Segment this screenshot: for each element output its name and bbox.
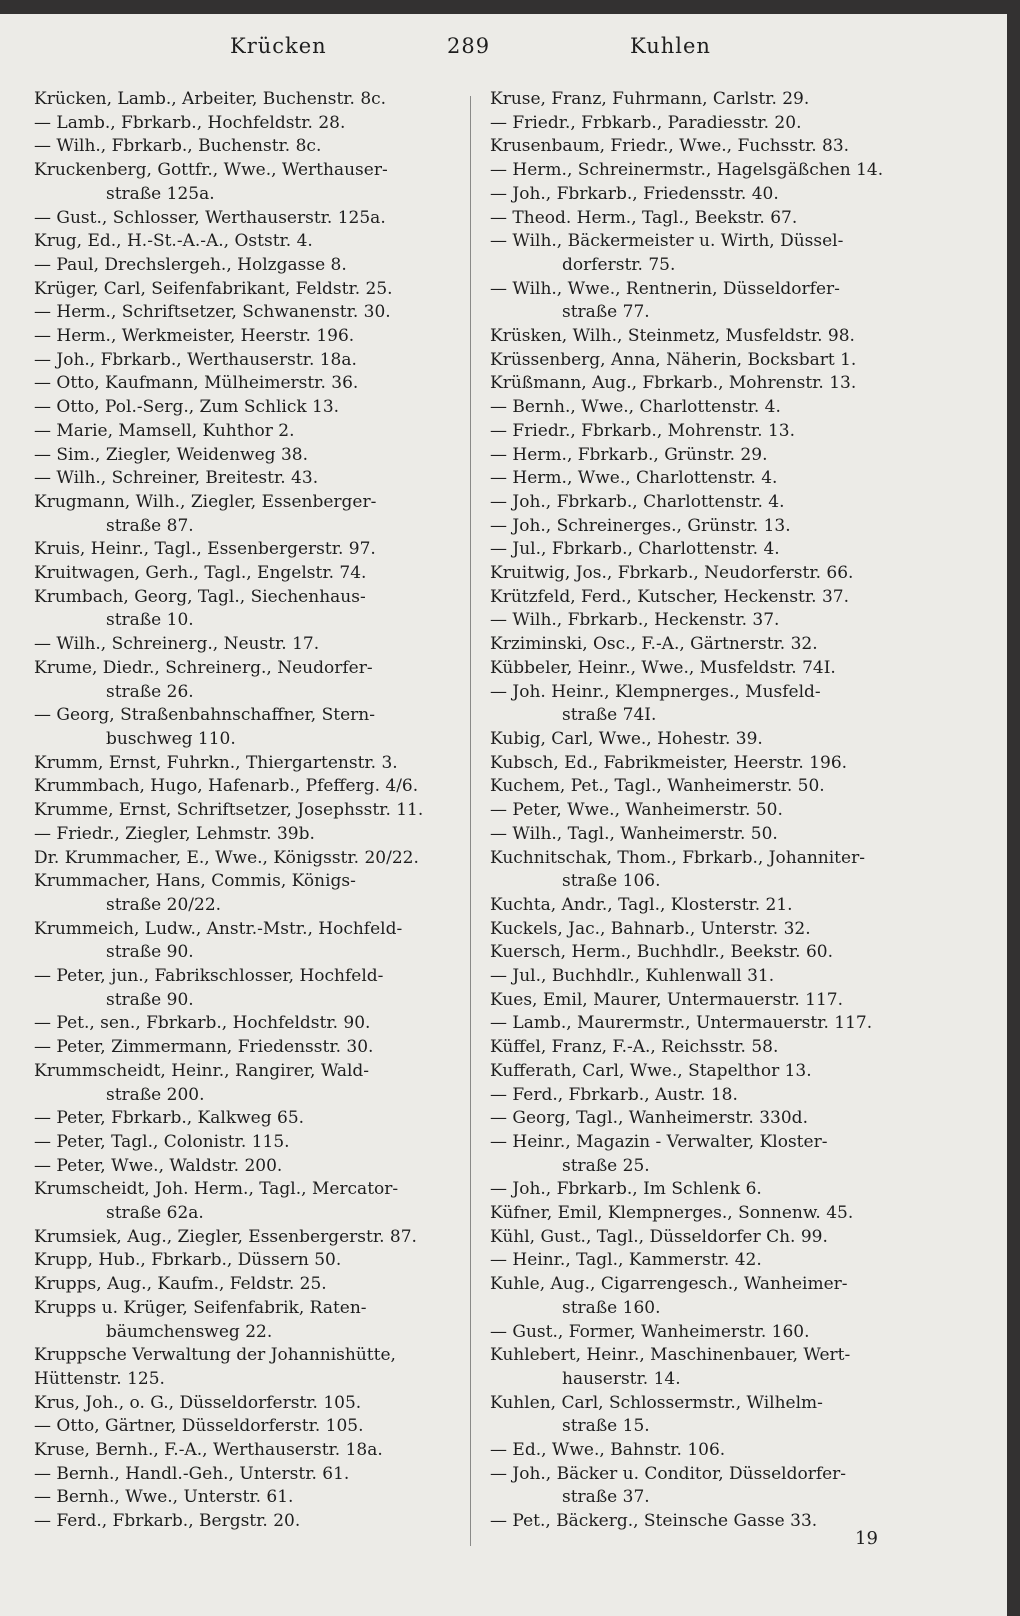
directory-line: — Joh., Fbrkarb., Im Schlenk 6. xyxy=(490,1179,762,1200)
directory-line: Kruis, Heinr., Tagl., Essenbergerstr. 97. xyxy=(34,539,376,560)
directory-line: — Otto, Kaufmann, Mülheimerstr. 36. xyxy=(34,373,359,394)
directory-line: — Friedr., Frbkarb., Paradiesstr. 20. xyxy=(490,112,802,133)
directory-line: Kuchnitschak, Thom., Fbrkarb., Johanniter- xyxy=(490,847,865,868)
directory-line: bäumchensweg 22. xyxy=(106,1321,273,1342)
directory-line: — Herm., Schreinermstr., Hagelsgäßchen 14. xyxy=(490,160,884,181)
directory-page xyxy=(0,14,1007,1616)
directory-line: — Sim., Ziegler, Weidenweg 38. xyxy=(34,444,308,465)
directory-line: straße 62a. xyxy=(106,1203,204,1224)
directory-line: straße 10. xyxy=(106,610,194,631)
page-header xyxy=(0,14,1007,76)
directory-line: — Jul., Fbrkarb., Charlottenstr. 4. xyxy=(490,539,780,560)
directory-line: Kruse, Bernh., F.-A., Werthauserstr. 18a. xyxy=(34,1440,383,1461)
directory-line: — Ed., Wwe., Bahnstr. 106. xyxy=(490,1440,726,1461)
directory-line: Krumme, Ernst, Schriftsetzer, Josephsstr. 11. xyxy=(34,800,424,821)
directory-line: — Herm., Schriftsetzer, Schwanenstr. 30. xyxy=(34,302,391,323)
directory-line: Krützfeld, Ferd., Kutscher, Heckenstr. 37. xyxy=(490,586,849,607)
directory-line: — Marie, Mamsell, Kuhthor 2. xyxy=(34,420,295,441)
directory-line: — Wilh., Schreinerg., Neustr. 17. xyxy=(34,634,320,655)
directory-line: Krziminski, Osc., F.-A., Gärtnerstr. 32. xyxy=(490,634,818,655)
directory-line: Krupp, Hub., Fbrkarb., Düssern 50. xyxy=(34,1250,342,1271)
directory-line: Krupps, Aug., Kaufm., Feldstr. 25. xyxy=(34,1274,327,1295)
directory-line: — Pet., sen., Fbrkarb., Hochfeldstr. 90. xyxy=(34,1013,371,1034)
page-number: 289 xyxy=(447,34,491,58)
directory-line: — Peter, Wwe., Waldstr. 200. xyxy=(34,1155,283,1176)
directory-line: Krüßmann, Aug., Fbrkarb., Mohrenstr. 13. xyxy=(490,373,857,394)
directory-line: Kuhle, Aug., Cigarrengesch., Wanheimer- xyxy=(490,1274,848,1295)
right-column xyxy=(490,88,950,1534)
directory-line: — Wilh., Fbrkarb., Buchenstr. 8c. xyxy=(34,136,322,157)
directory-line: Kruitwig, Jos., Fbrkarb., Neudorferstr. 66. xyxy=(490,563,854,584)
directory-line: Kuersch, Herm., Buchhdlr., Beekstr. 60. xyxy=(490,942,834,963)
directory-line: buschweg 110. xyxy=(106,728,236,749)
directory-line: — Friedr., Fbrkarb., Mohrenstr. 13. xyxy=(490,420,796,441)
directory-line: Krume, Diedr., Schreinerg., Neudorfer- xyxy=(34,657,373,678)
directory-line: — Lamb., Fbrkarb., Hochfeldstr. 28. xyxy=(34,112,346,133)
directory-line: — Gust., Former, Wanheimerstr. 160. xyxy=(490,1321,810,1342)
directory-line: — Joh., Fbrkarb., Friedensstr. 40. xyxy=(490,183,779,204)
directory-line: Krüsken, Wilh., Steinmetz, Musfeldstr. 98. xyxy=(490,326,855,347)
directory-line: Dr. Krummacher, E., Wwe., Königsstr. 20/22. xyxy=(34,847,419,868)
directory-line: — Herm., Werkmeister, Heerstr. 196. xyxy=(34,326,355,347)
directory-line: — Joh., Fbrkarb., Werthauserstr. 18a. xyxy=(34,349,357,370)
directory-line: — Herm., Fbrkarb., Grünstr. 29. xyxy=(490,444,768,465)
directory-line: Kuhlebert, Heinr., Maschinenbauer, Wert- xyxy=(490,1345,851,1366)
directory-line: Küffel, Franz, F.-A., Reichsstr. 58. xyxy=(490,1037,779,1058)
directory-line: — Otto, Gärtner, Düsseldorferstr. 105. xyxy=(34,1416,364,1437)
directory-line: Kühl, Gust., Tagl., Düsseldorfer Ch. 99. xyxy=(490,1226,828,1247)
directory-line: Kues, Emil, Maurer, Untermauerstr. 117. xyxy=(490,989,843,1010)
directory-line: — Pet., Bäckerg., Steinsche Gasse 33. xyxy=(490,1511,818,1532)
directory-line: straße 37. xyxy=(562,1487,650,1508)
directory-line: Kubsch, Ed., Fabrikmeister, Heerstr. 196. xyxy=(490,752,848,773)
directory-line: — Ferd., Fbrkarb., Austr. 18. xyxy=(490,1084,738,1105)
directory-line: Krummbach, Hugo, Hafenarb., Pfefferg. 4/6. xyxy=(34,776,419,797)
directory-line: — Paul, Drechslergeh., Holzgasse 8. xyxy=(34,254,347,275)
directory-line: Kübbeler, Heinr., Wwe., Musfeldstr. 74I. xyxy=(490,657,836,678)
directory-line: Krumsiek, Aug., Ziegler, Essenbergerstr. 87. xyxy=(34,1226,417,1247)
directory-line: — Friedr., Ziegler, Lehmstr. 39b. xyxy=(34,823,315,844)
directory-line: — Peter, jun., Fabrikschlosser, Hochfeld- xyxy=(34,966,384,987)
directory-line: — Wilh., Tagl., Wanheimerstr. 50. xyxy=(490,823,778,844)
directory-line: Kubig, Carl, Wwe., Hohestr. 39. xyxy=(490,728,763,749)
directory-line: straße 106. xyxy=(562,871,661,892)
directory-line: Krücken, Lamb., Arbeiter, Buchenstr. 8c. xyxy=(34,89,387,109)
directory-line: — Bernh., Handl.-Geh., Unterstr. 61. xyxy=(34,1463,350,1484)
directory-line: — Lamb., Maurermstr., Untermauerstr. 117. xyxy=(490,1013,873,1034)
directory-line: — Herm., Wwe., Charlottenstr. 4. xyxy=(490,468,778,489)
directory-line: straße 26. xyxy=(106,681,194,702)
directory-line: — Wilh., Fbrkarb., Heckenstr. 37. xyxy=(490,610,780,631)
directory-line: — Theod. Herm., Tagl., Beekstr. 67. xyxy=(490,207,798,228)
directory-line: straße 15. xyxy=(562,1416,650,1437)
directory-line: — Joh., Bäcker u. Conditor, Düsseldorfer- xyxy=(490,1463,847,1484)
directory-line: — Heinr., Magazin - Verwalter, Kloster- xyxy=(490,1131,828,1152)
directory-line: Kuchem, Pet., Tagl., Wanheimerstr. 50. xyxy=(490,776,825,797)
directory-line: straße 74I. xyxy=(562,705,657,726)
directory-line: straße 90. xyxy=(106,989,194,1010)
directory-line: Krumscheidt, Joh. Herm., Tagl., Mercator- xyxy=(34,1179,399,1200)
directory-line: Kuhlen, Carl, Schlossermstr., Wilhelm- xyxy=(490,1392,823,1413)
directory-line: — Peter, Zimmermann, Friedensstr. 30. xyxy=(34,1037,374,1058)
directory-line: — Georg, Tagl., Wanheimerstr. 330d. xyxy=(490,1108,808,1129)
directory-line: Krummscheidt, Heinr., Rangirer, Wald- xyxy=(34,1060,370,1081)
directory-line: hauserstr. 14. xyxy=(562,1368,681,1389)
directory-line: — Ferd., Fbrkarb., Bergstr. 20. xyxy=(34,1511,301,1532)
directory-line: dorferstr. 75. xyxy=(562,254,676,275)
sheet-signature: 19 xyxy=(855,1528,878,1549)
directory-line: Krüger, Carl, Seifenfabrikant, Feldstr. 25. xyxy=(34,278,393,299)
directory-line: straße 20/22. xyxy=(106,894,222,915)
directory-line: Krus, Joh., o. G., Düsseldorferstr. 105. xyxy=(34,1392,362,1413)
directory-line: Krüssenberg, Anna, Näherin, Bocksbart 1. xyxy=(490,349,857,370)
directory-line: — Bernh., Wwe., Unterstr. 61. xyxy=(34,1487,294,1508)
directory-line: Kruse, Franz, Fuhrmann, Carlstr. 29. xyxy=(490,89,810,109)
directory-line: — Peter, Fbrkarb., Kalkweg 65. xyxy=(34,1108,305,1129)
directory-line: straße 90. xyxy=(106,942,194,963)
directory-line: Krupps u. Krüger, Seifenfabrik, Raten- xyxy=(34,1297,367,1318)
directory-line: Küfner, Emil, Klempnerges., Sonnenw. 45. xyxy=(490,1203,854,1224)
directory-line: straße 200. xyxy=(106,1084,205,1105)
directory-line: — Joh., Fbrkarb., Charlottenstr. 4. xyxy=(490,491,785,512)
directory-line: Kruckenberg, Gottfr., Wwe., Werthauser- xyxy=(34,160,388,181)
directory-line: Krumm, Ernst, Fuhrkn., Thiergartenstr. 3. xyxy=(34,752,398,773)
directory-line: Krugmann, Wilh., Ziegler, Essenberger- xyxy=(34,491,377,512)
directory-line: straße 160. xyxy=(562,1297,661,1318)
directory-line: — Peter, Wwe., Wanheimerstr. 50. xyxy=(490,800,783,821)
directory-line: — Joh. Heinr., Klempnerges., Musfeld- xyxy=(490,681,821,702)
directory-line: straße 125a. xyxy=(106,183,215,204)
directory-line: — Wilh., Schreiner, Breitestr. 43. xyxy=(34,468,319,489)
directory-line: — Wilh., Wwe., Rentnerin, Düsseldorfer- xyxy=(490,278,840,299)
directory-line: straße 87. xyxy=(106,515,194,536)
directory-line: straße 77. xyxy=(562,302,650,323)
directory-line: Krug, Ed., H.-St.-A.-A., Oststr. 4. xyxy=(34,231,313,252)
directory-line: Kruitwagen, Gerh., Tagl., Engelstr. 74. xyxy=(34,563,367,584)
directory-line: — Georg, Straßenbahnschaffner, Stern- xyxy=(34,705,375,726)
header-left-keyword: Krücken xyxy=(230,34,327,58)
directory-line: — Joh., Schreinerges., Grünstr. 13. xyxy=(490,515,791,536)
directory-line: Kuchta, Andr., Tagl., Klosterstr. 21. xyxy=(490,894,793,915)
left-column xyxy=(34,88,484,1534)
directory-line: — Gust., Schlosser, Werthauserstr. 125a. xyxy=(34,207,386,228)
directory-line: Krummacher, Hans, Commis, Königs- xyxy=(34,871,356,892)
directory-line: — Otto, Pol.-Serg., Zum Schlick 13. xyxy=(34,397,340,418)
directory-line: Kufferath, Carl, Wwe., Stapelthor 13. xyxy=(490,1060,812,1081)
header-right-keyword: Kuhlen xyxy=(630,34,711,58)
directory-line: — Jul., Buchhdlr., Kuhlenwall 31. xyxy=(490,966,775,987)
directory-line: Krumbach, Georg, Tagl., Siechenhaus- xyxy=(34,586,366,607)
directory-line: Hüttenstr. 125. xyxy=(34,1368,165,1389)
directory-line: Kuckels, Jac., Bahnarb., Unterstr. 32. xyxy=(490,918,811,939)
directory-line: — Heinr., Tagl., Kammerstr. 42. xyxy=(490,1250,762,1271)
directory-line: Krummeich, Ludw., Anstr.-Mstr., Hochfeld- xyxy=(34,918,403,939)
directory-line: — Wilh., Bäckermeister u. Wirth, Düssel- xyxy=(490,231,844,252)
directory-line: Krusenbaum, Friedr., Wwe., Fuchsstr. 83. xyxy=(490,136,850,157)
directory-line: Kruppsche Verwaltung der Johannishütte, xyxy=(34,1345,396,1366)
directory-line: — Bernh., Wwe., Charlottenstr. 4. xyxy=(490,397,781,418)
directory-line: — Peter, Tagl., Colonistr. 115. xyxy=(34,1131,290,1152)
directory-line: straße 25. xyxy=(562,1155,650,1176)
